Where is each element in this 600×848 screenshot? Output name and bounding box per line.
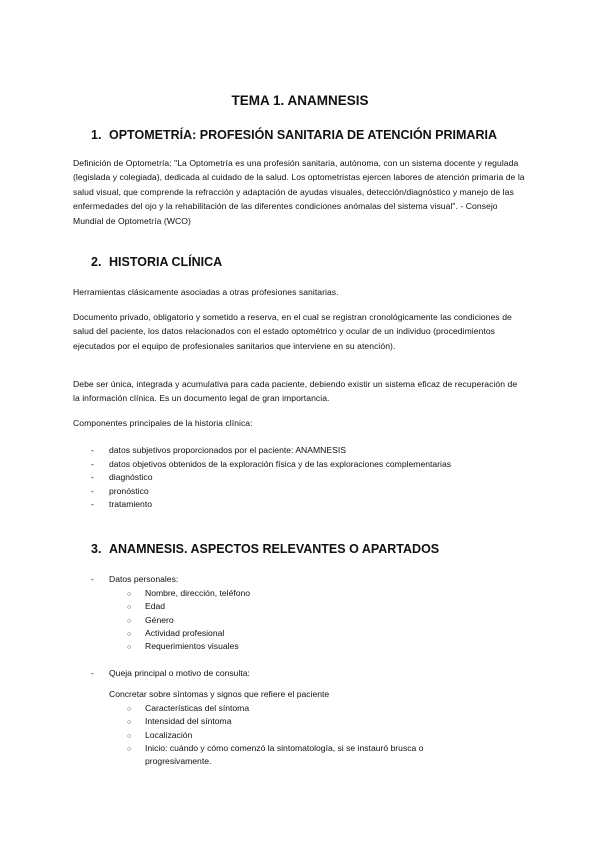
section-title: ANAMNESIS. ASPECTOS RELEVANTES O APARTADOS	[109, 542, 440, 556]
list-item: ○ Inicio: cuándo y cómo comenzó la sintomatología, si se instauró brusca o progresivamente.	[127, 742, 424, 767]
document-title: TEMA 1. ANAMNESIS	[231, 93, 369, 108]
list-item: ○ Nombre, dirección, teléfono	[127, 588, 251, 598]
list-item: ○ Características del síntoma	[127, 703, 250, 713]
personal-data-label: - Datos personales:	[91, 574, 179, 584]
main-complaint-intro: Concretar sobre síntomas y signos que refiere el paciente	[109, 689, 330, 699]
list-item: - datos objetivos obtenidos de la exploración física y de las exploraciones complementarias	[91, 458, 452, 469]
list-item: ○ Localización	[127, 729, 193, 740]
optometry-definition: Definición de Optometría: "La Optometría es una profesión sanitaria, autónoma, con un sistema docente y regulada (legislada y colegiada), dedicada al cuidado de la salud. Los optometristas ejercen labores de atención primaria de la salud visual, que comprende la refracción y adaptación de ayudas visuales, detección/diagnóstico y manejo de las enfermedades del ojo y la rehabilitación de las diferentes condiciones anómalas del sistema visual". - Consejo Mundial de Optometría (WCO)	[73, 158, 525, 226]
section-title: OPTOMETRÍA: PROFESIÓN SANITARIA DE ATENCIÓN PRIMARIA	[109, 128, 497, 142]
components-list	[91, 444, 451, 512]
symptom-list	[127, 702, 477, 768]
section-1-heading	[91, 128, 497, 142]
list-item: ○ Intensidad del síntoma	[127, 716, 232, 727]
section-number: 2.	[91, 255, 102, 269]
list-item: - pronóstico	[91, 485, 149, 496]
list-item: - tratamiento	[91, 499, 152, 509]
section-number: 1.	[91, 128, 102, 142]
list-item: - datos subjetivos proporcionados por el paciente: ANAMNESIS	[91, 445, 346, 455]
list-item: - diagnóstico	[91, 472, 153, 482]
paragraph-unique: Debe ser única, integrada y acumulativa para cada paciente, debiendo existir un sistema eficaz de recuperación de la información clínica. Es un documento legal de gran importancia.	[73, 379, 518, 404]
paragraph-document: Documento privado, obligatorio y sometido a reserva, en el cual se registran cronológicamente las condiciones de salud del paciente, los datos relacionados con el estado optométrico y ocular de un individuo (procedimientos ejecutados por el equipo de profesionales sanitarios que interviene en su atención).	[73, 312, 512, 351]
section-number: 3.	[91, 542, 102, 556]
section-title: HISTORIA CLÍNICA	[109, 255, 223, 269]
list-item: ○ Requerimientos visuales	[127, 641, 239, 652]
section-3-heading	[91, 542, 439, 556]
list-item: ○ Edad	[127, 601, 166, 612]
paragraph-components: Componentes principales de la historia clínica:	[73, 418, 253, 428]
list-item: ○ Actividad profesional	[127, 627, 225, 638]
section-2-heading	[91, 255, 222, 269]
main-complaint-label: - Queja principal o motivo de consulta:	[91, 668, 250, 678]
personal-data-list	[127, 587, 250, 653]
list-item: ○ Género	[127, 614, 174, 625]
paragraph-tools: Herramientas clásicamente asociadas a otras profesiones sanitarias.	[73, 287, 339, 297]
